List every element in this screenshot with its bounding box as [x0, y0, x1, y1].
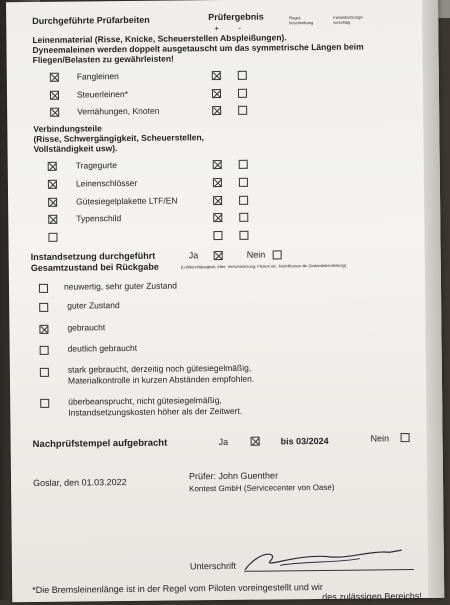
leinen-item-left-checkbox[interactable]	[50, 91, 59, 100]
condition-label: stark gebraucht, derzeitig noch gütesiegelmäßig,	[67, 362, 252, 375]
leinen-item-label: Fangleinen	[76, 71, 119, 82]
company-name: Kontest GmbH (Servicecenter von Oase)	[189, 482, 335, 494]
gesamtzustand-heading: Gesamtzustand bei Rückgabe	[30, 261, 159, 274]
instandsetzung-ja-checkbox[interactable]	[214, 251, 223, 260]
stempel-ja-label: Ja	[218, 436, 229, 448]
verbindung-item-left-checkbox[interactable]	[48, 233, 57, 242]
stempel-nein-label: Nein	[370, 433, 390, 444]
verbindung-item-plus-checkbox[interactable]	[213, 231, 222, 240]
pruefer-name: Prüfer: John Guenther	[188, 470, 279, 482]
footnote-line1: *Die Bremsleinenlänge ist in der Regel vom Piloten voreingestellt und wir	[32, 581, 323, 596]
stempel-nein-checkbox[interactable]	[401, 433, 410, 442]
verbindung-item-plus-checkbox[interactable]	[213, 178, 222, 187]
plus-header: +	[214, 24, 220, 34]
verbindung-item-minus-checkbox[interactable]	[239, 178, 248, 187]
condition-label-line2: Materialkontrolle in kurzen Abständen empfohlen.	[67, 373, 255, 386]
leinen-item-left-checkbox[interactable]	[50, 108, 59, 117]
verbindung-item-label: Typenschild	[76, 213, 122, 224]
instandsetzung-nein-label: Nein	[246, 249, 266, 260]
condition-checkbox[interactable]	[40, 346, 49, 355]
leinen-note-line2: Fliegen/Belasten zu gewährleisten!	[32, 53, 174, 65]
verbindung-subheading: (Risse, Schwergängigkeit, Scheuerstellen,	[33, 132, 205, 144]
condition-checkbox[interactable]	[39, 284, 48, 293]
footnote-line2: ... des zulässigen Bereichs!	[312, 590, 422, 603]
condition-label: gebraucht	[67, 322, 106, 333]
leinen-item-plus-checkbox[interactable]	[212, 89, 221, 98]
paper-right-edge	[422, 0, 444, 598]
leinen-item-plus-checkbox[interactable]	[212, 106, 221, 115]
stempel-label: Nachprüfstempel aufgebracht	[32, 437, 168, 451]
leinen-item-plus-checkbox[interactable]	[212, 71, 221, 80]
signature-label: Unterschrift	[189, 560, 236, 572]
leinen-note-line1: Dyneemaleinen werden doppelt ausgetauscht um das symmetrische Längen beim	[32, 41, 364, 55]
verbindung-item-plus-checkbox[interactable]	[213, 213, 222, 222]
verbindung-item-left-checkbox[interactable]	[48, 215, 57, 224]
condition-label: deutlich gebraucht	[67, 342, 138, 354]
verbindung-subheading-2: Vollständigkeit usw).	[33, 143, 118, 154]
instandsetzung-ja-label: Ja	[188, 250, 199, 261]
leinen-item-left-checkbox[interactable]	[50, 73, 59, 82]
instand-header: Instandsetzungs- vorschlag	[333, 14, 364, 25]
verbindung-item-left-checkbox[interactable]	[48, 198, 57, 207]
verbindung-item-minus-checkbox[interactable]	[239, 160, 248, 169]
leinen-item-minus-checkbox[interactable]	[238, 71, 247, 80]
verbindung-item-minus-checkbox[interactable]	[239, 196, 248, 205]
stempel-ja-checkbox[interactable]	[251, 437, 260, 446]
stempel-until-date: bis 03/2024	[280, 435, 329, 447]
verbindung-heading: Verbindungsteile	[33, 123, 102, 134]
condition-checkbox[interactable]	[40, 399, 49, 408]
verbindung-item-label: Tragegurte	[75, 160, 118, 171]
handwritten-signature	[240, 538, 410, 580]
instandsetzung-label: Instandsetzung durchgeführt	[30, 250, 156, 263]
leinen-item-minus-checkbox[interactable]	[238, 89, 247, 98]
condition-label: guter Zustand	[67, 300, 120, 311]
leinen-item-label: Steuerleinen*	[76, 88, 129, 100]
condition-label-line2: Instandsetzungskosten höher als der Zeitwert.	[68, 405, 243, 418]
gesamtzustand-subnote: (Luftdurchlässigkeit, Alter, Verschmutzung, Flicken etc. beeinflussen die Zustandsbeurteilung)	[180, 262, 347, 270]
inspection-form-sheet	[6, 0, 444, 602]
condition-label: überbeansprucht, nicht gütesiegelmäßig,	[68, 395, 222, 407]
condition-checkbox[interactable]	[40, 368, 49, 377]
verbindung-item-label: Gütesiegelplakette LTF/EN	[76, 195, 178, 207]
leinen-heading: Leinenmaterial (Risse, Knicke, Scheuerstellen Abspleißungen).	[32, 32, 287, 45]
place-date: Goslar, den 01.03.2022	[32, 477, 127, 489]
verbindung-item	[6, 0, 438, 2]
minus-header: -	[238, 23, 242, 33]
verbindung-item-left-checkbox[interactable]	[48, 162, 57, 171]
verbindung-item-left-checkbox[interactable]	[48, 180, 57, 189]
verbindung-item-minus-checkbox[interactable]	[239, 231, 248, 240]
leinen-item-label: Vernähungen, Knoten	[77, 105, 160, 117]
result-header: Prüfergebnis	[208, 11, 264, 23]
regel-header: Regel- beschreibung	[289, 15, 314, 26]
condition-label: neuwertig, sehr guter Zustand	[63, 280, 177, 292]
form-title: Durchgeführte Prüfarbeiten	[32, 14, 150, 26]
condition-checkbox[interactable]	[39, 303, 48, 312]
verbindung-item-plus-checkbox[interactable]	[213, 196, 222, 205]
leinen-item-minus-checkbox[interactable]	[238, 106, 247, 115]
verbindung-item-label: Leinenschlösser	[75, 177, 138, 189]
condition-checkbox[interactable]	[39, 325, 48, 334]
instandsetzung-nein-checkbox[interactable]	[273, 250, 282, 259]
verbindung-item-plus-checkbox[interactable]	[213, 160, 222, 169]
verbindung-item-minus-checkbox[interactable]	[239, 213, 248, 222]
